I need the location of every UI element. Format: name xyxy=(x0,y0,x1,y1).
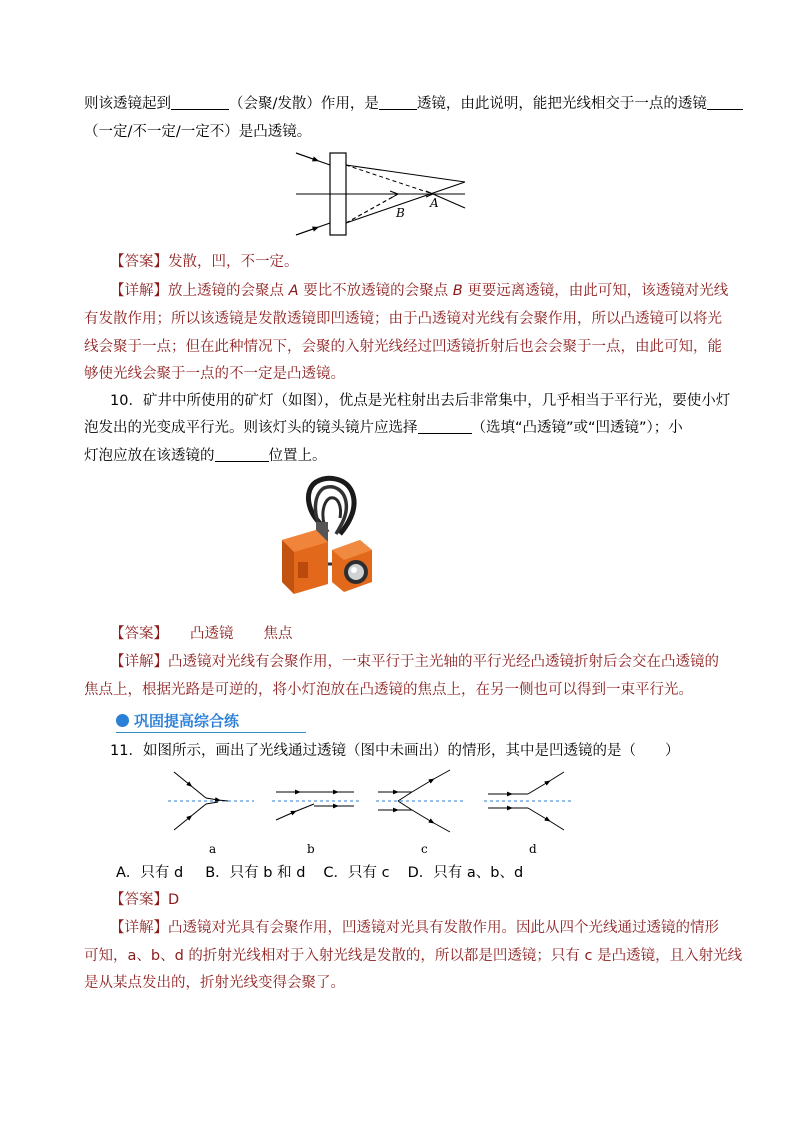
q9-text: 则该透镜起到 xyxy=(84,96,171,112)
q9-detail-line-2: 有发散作用；所以该透镜是发散透镜即凹透镜；由于凸透镜对光线有会聚作用，所以凸透镜可以将光 xyxy=(84,311,722,327)
option-d[interactable]: D．只有 a、b、d xyxy=(407,865,524,881)
q9-answer xyxy=(110,252,299,272)
detail-tag: 【详解】 xyxy=(110,283,168,299)
detail-text: 更要远离透镜，由此可知，该透镜对光线 xyxy=(462,283,729,299)
q10-line-3 xyxy=(84,446,327,466)
answer-blank xyxy=(215,447,269,462)
section-title: 巩固提高综合练 xyxy=(134,712,240,730)
answer-blank xyxy=(379,95,417,110)
detail-tag: 【详解】 xyxy=(110,654,168,670)
answer-tag: 【答案】 xyxy=(110,626,168,642)
q10-text: （选填“凸透镜”或“凹透镜”）；小 xyxy=(471,420,683,436)
q10-text: 泡发出的光变成平行光。则该灯头的镜头镜片应选择 xyxy=(84,420,418,436)
bullet-icon xyxy=(116,714,129,727)
q10-text: 位置上。 xyxy=(268,448,327,464)
option-b[interactable]: B．只有 b 和 d xyxy=(205,865,306,881)
point-b-label: B xyxy=(396,206,405,220)
q9-detail-line-1 xyxy=(110,281,728,301)
detail-tag: 【详解】 xyxy=(110,920,168,936)
figure-label-b: b xyxy=(307,842,315,856)
figure-label-c: c xyxy=(421,842,428,856)
miner-lamp-image xyxy=(276,472,376,602)
q11-detail-line-3: 是从某点发出的，折射光线变得会聚了。 xyxy=(84,975,345,991)
point-a-label: A xyxy=(430,196,439,210)
answer-text: 焦点 xyxy=(263,626,293,642)
variable-b: B xyxy=(452,283,463,299)
q11-detail-line-1 xyxy=(110,918,719,938)
q10-detail-line-1 xyxy=(110,652,719,672)
q11-answer xyxy=(110,890,179,910)
detail-text: 凸透镜对光线有会聚作用，一束平行于主光轴的平行光经凸透镜折射后会交在凸透镜的 xyxy=(168,654,719,670)
q9-line-2: （一定/不一定/一定不）是凸透镜。 xyxy=(84,124,312,140)
q9-line-1 xyxy=(84,94,743,114)
answer-blank xyxy=(418,419,472,434)
q10-line-1: 10．矿井中所使用的矿灯（如图），优点是光柱射出去后非常集中，几乎相当于平行光，要使小灯 xyxy=(110,393,731,409)
q10-line-2 xyxy=(84,418,683,438)
answer-text: 发散，凹，不一定。 xyxy=(168,254,299,270)
q9-text: （会聚/发散）作用，是 xyxy=(229,96,379,112)
option-c[interactable]: C．只有 c xyxy=(323,865,390,881)
q11-ray-figures xyxy=(166,768,576,836)
option-a[interactable]: A．只有 d xyxy=(116,865,184,881)
variable-a: A xyxy=(288,283,299,299)
answer-tag: 【答案】 xyxy=(110,254,168,270)
detail-text: 放上透镜的会聚点 xyxy=(168,283,289,299)
q10-answer xyxy=(110,624,293,644)
answer-text: 凸透镜 xyxy=(190,626,234,642)
detail-text: 要比不放透镜的会聚点 xyxy=(298,283,453,299)
q9-detail-line-4: 够使光线会聚于一点的不一定是凸透镜。 xyxy=(84,366,345,382)
q11-detail-line-2: 可知，a、b、d 的折射光线相对于入射光线是发散的，所以都是凹透镜；只有 c 是凸透镜，且入射光线 xyxy=(84,948,743,964)
q9-detail-line-3: 线会聚于一点；但在此种情况下，会聚的入射光线经过凹透镜折射后也会会聚于一点，由此可知，能 xyxy=(84,339,722,355)
q10-detail-line-2: 焦点上，根据光路是可逆的，将小灯泡放在凸透镜的焦点上，在另一侧也可以得到一束平行光。 xyxy=(84,682,693,698)
figure-label-a: a xyxy=(209,842,217,856)
q11-stem: 11．如图所示，画出了光线通过透镜（图中未画出）的情形，其中是凹透镜的是（ ） xyxy=(110,743,680,759)
q11-options xyxy=(116,863,523,883)
detail-text: 凸透镜对光具有会聚作用，凹透镜对光具有发散作用。因此从四个光线通过透镜的情形 xyxy=(168,920,719,936)
section-header xyxy=(116,710,306,733)
answer-text: D xyxy=(168,892,180,908)
answer-blank xyxy=(171,95,229,110)
answer-blank xyxy=(707,95,743,110)
q10-text: 灯泡应放在该透镜的 xyxy=(84,448,215,464)
answer-tag: 【答案】 xyxy=(110,892,168,908)
lens-ray-diagram xyxy=(290,148,480,240)
q9-text: 透镜，由此说明，能把光线相交于一点的透镜 xyxy=(416,96,707,112)
figure-label-d: d xyxy=(529,842,537,856)
